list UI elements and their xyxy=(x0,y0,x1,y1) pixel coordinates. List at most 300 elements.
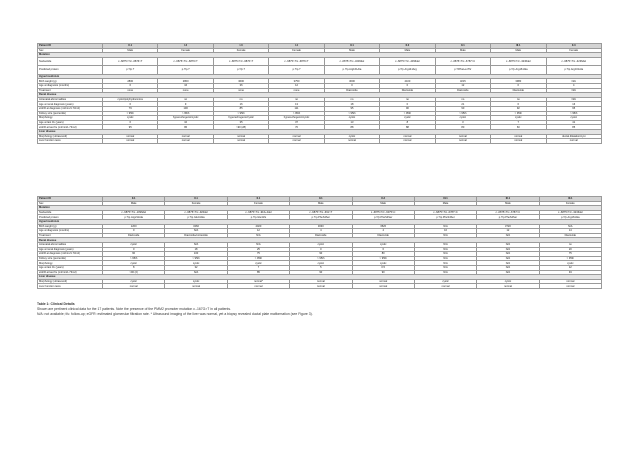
patient-id-cell: III.1 xyxy=(414,197,476,202)
table-cell: 88 xyxy=(324,125,379,130)
table-cell: Female xyxy=(539,201,601,206)
patient-id-cell: II.1 xyxy=(324,44,379,49)
table-cell: 88 xyxy=(380,125,435,130)
table-cell: 9 xyxy=(158,102,213,107)
table-cell: Diazoxide/octreotide xyxy=(165,233,227,238)
table-cell: normal xyxy=(380,134,435,139)
row-label: Kidney size (percentile) xyxy=(38,256,103,261)
table-cell: c.-6875>T/c.-6787>C xyxy=(414,210,476,215)
table-cell: cystic xyxy=(539,261,601,266)
row-label: Antenatal abnormalities xyxy=(38,242,103,247)
table-cell: c.-6875>T/c.-6876>T xyxy=(103,57,158,66)
table-cell: 95 xyxy=(546,106,602,111)
table-cell: hyperechogenic/cystic xyxy=(158,116,213,121)
row-label: Kidney size (percentile) xyxy=(38,111,103,116)
table-cell: 90 xyxy=(290,252,352,257)
table-cell: Diazoxide xyxy=(539,233,601,238)
row-label: Age at renal diagnosis (years) xyxy=(38,102,103,107)
patient-id-cell: I.4 xyxy=(269,44,324,49)
table-row xyxy=(38,66,602,75)
table-cell: > 95th xyxy=(269,111,324,116)
table-cell: 36 xyxy=(213,83,268,88)
table-cell: none xyxy=(103,88,158,93)
table-cell: 6 xyxy=(491,102,546,107)
table-cell: 70 xyxy=(269,125,324,130)
table-cell: cystic xyxy=(324,134,379,139)
table-cell: normal xyxy=(352,284,414,289)
table-cell: Male xyxy=(491,48,546,53)
table-cell: 16 xyxy=(414,229,476,234)
row-label: Liver function tests xyxy=(38,284,103,289)
table-cell: p.?/p.Arg141Arg xyxy=(380,66,435,75)
row-label: eGFR at diagnosis (ml/min/1.73m2) xyxy=(38,252,103,257)
table-cell: Female xyxy=(213,48,268,53)
table-cell: 3980 xyxy=(491,79,546,84)
row-label: Morphology (ultrasound) xyxy=(38,134,103,139)
table-cell: Male xyxy=(380,48,435,53)
table-cell: 80 xyxy=(352,252,414,257)
row-label: Birth weight (g) xyxy=(38,224,103,229)
table-cell: cystic xyxy=(491,116,546,121)
table-cell: 3000 xyxy=(324,79,379,84)
table-cell: Male xyxy=(477,201,539,206)
table-cell: normal xyxy=(158,134,213,139)
header-label: Patient ID xyxy=(38,197,103,202)
table-cell: normal xyxy=(213,134,268,139)
table-cell: N/A xyxy=(414,256,476,261)
table-cell: 10 xyxy=(158,120,213,125)
table-cell: 41 xyxy=(546,120,602,125)
table-cell: no xyxy=(539,242,601,247)
table-cell: 75 xyxy=(227,252,289,257)
table-cell: c.-6875>T/c.-6876>T xyxy=(158,57,213,66)
table-cell: p.?/p.PheS4Ser xyxy=(352,215,414,220)
table-cell: normal xyxy=(414,284,476,289)
table-cell: > 95th xyxy=(213,111,268,116)
table-cell: Female xyxy=(165,201,227,206)
patient-id-cell: I.2 xyxy=(158,44,213,49)
table-cell: 4 xyxy=(352,229,414,234)
table-cell: 12 xyxy=(269,83,324,88)
section-label: Renal disease xyxy=(38,238,602,243)
table-cell: N/A xyxy=(477,247,539,252)
table-cell: no xyxy=(269,97,324,102)
row-label: Predicted protein xyxy=(38,66,103,75)
table-cell: Male xyxy=(435,48,490,53)
header-label: Patient ID xyxy=(38,44,103,49)
table-cell: no xyxy=(435,97,490,102)
table-cell: no xyxy=(380,97,435,102)
table-cell: normal xyxy=(269,134,324,139)
patient-id-cell: III.1 xyxy=(539,197,601,202)
table-cell: c.-6875>T/c.-920del xyxy=(165,210,227,215)
table-cell: 0 xyxy=(290,247,352,252)
table-cell: > 95th xyxy=(165,256,227,261)
table-cell: N/A xyxy=(539,224,601,229)
patient-id-cell: II.1 xyxy=(103,44,158,49)
table-cell: normal xyxy=(324,139,379,144)
table-cell: Male xyxy=(103,48,158,53)
table-cell: 14 xyxy=(539,229,601,234)
patient-id-cell: II.1 xyxy=(290,197,352,202)
row-label: Sex xyxy=(38,201,103,206)
table-cell: 3600 xyxy=(213,79,268,84)
table-cell: c.-6875>T/c.-6876>T xyxy=(213,57,268,66)
table-cell: > 95th xyxy=(435,111,490,116)
table-cell: 3720 xyxy=(477,224,539,229)
table-cell: c.-6875>T/c.-4396del xyxy=(380,57,435,66)
table-cell: cystic xyxy=(103,261,165,266)
row-label: Nucleotide xyxy=(38,210,103,215)
table-cell: cystic xyxy=(477,279,539,284)
table-cell: 60 xyxy=(103,252,165,257)
table-cell: c.-6875>T/c.-6787>C xyxy=(477,210,539,215)
table-cell: p.?/p.Arg161Ala xyxy=(491,66,546,75)
table-cell: Diazoxide xyxy=(491,88,546,93)
patient-id-cell: II.2 xyxy=(380,44,435,49)
patient-id-cell: II.1 xyxy=(227,197,289,202)
table-cell: hyperechogenic/cystic xyxy=(213,116,268,121)
table-cell: N/A xyxy=(165,242,227,247)
table-cell: c.-6875>T/c.-1096del xyxy=(103,210,165,215)
table-cell: > 95th xyxy=(324,111,379,116)
table-cell: 95 xyxy=(324,106,379,111)
table-cell: N/A xyxy=(414,261,476,266)
table-cell: 7 xyxy=(491,120,546,125)
table-cell: c.-6875>T/c.-3236del xyxy=(491,57,546,66)
table-cell: no xyxy=(324,97,379,102)
clinical-table-1 xyxy=(37,43,602,144)
table-cell: N/A xyxy=(227,242,289,247)
table-cell: 8 xyxy=(103,265,165,270)
table-cell: 5 xyxy=(290,265,352,270)
table-cell: p.?/p.? xyxy=(158,66,213,75)
row-label: Age at renal diagnosis (years) xyxy=(38,247,103,252)
table-cell: cystic xyxy=(165,261,227,266)
table-cell: Diazoxide xyxy=(352,233,414,238)
table-cell: 4 xyxy=(546,83,602,88)
table-cell: cystic xyxy=(352,242,414,247)
table-cell: 6 xyxy=(103,102,158,107)
table-cell: normal xyxy=(539,279,601,284)
table-cell: 18 xyxy=(165,247,227,252)
table-cell: 6 xyxy=(103,83,158,88)
table-cell: cystic xyxy=(435,116,490,121)
row-label: Age at diagnosis (months) xyxy=(38,229,103,234)
table-cell: cystic xyxy=(290,261,352,266)
section-label: Mutation xyxy=(38,53,602,58)
table-cell: 86 xyxy=(158,125,213,130)
table-cell: p.?/p.Arg161Ala xyxy=(324,66,379,75)
table-cell: cystic xyxy=(165,279,227,284)
table-cell: p.?/p.Arg161Ala xyxy=(539,215,601,220)
table-cell: Female xyxy=(546,48,602,53)
table-cell: no xyxy=(491,97,546,102)
table-cell: Female xyxy=(269,48,324,53)
table-cell: 3750 xyxy=(269,79,324,84)
table-cell: c.-6875>T/c.-3236del xyxy=(546,57,602,66)
table-cell: 90 xyxy=(435,106,490,111)
table-cell: 92 xyxy=(491,106,546,111)
table-cell: normal xyxy=(435,134,490,139)
row-label: Birth weight (g) xyxy=(38,79,103,84)
table-cell: > 95th xyxy=(103,256,165,261)
table-cell: normal xyxy=(491,134,546,139)
table-cell: N/A xyxy=(477,233,539,238)
table-cell: Female xyxy=(158,48,213,53)
table-cell: 12 xyxy=(477,229,539,234)
row-label: Age at last f/u (years) xyxy=(38,120,103,125)
table-cell: > 95th xyxy=(539,256,601,261)
row-label: Morphology xyxy=(38,261,103,266)
table-caption xyxy=(37,302,597,317)
section-label: Hyperinsulinism xyxy=(38,219,602,224)
table-cell: 60 xyxy=(491,125,546,130)
table-cell: 35 xyxy=(213,120,268,125)
table-cell: none xyxy=(213,88,268,93)
section-label: Hyperinsulinism xyxy=(38,74,602,79)
table-cell: normal xyxy=(477,284,539,289)
table-cell: N/A xyxy=(414,242,476,247)
table-cell: hyperechogenic/cystic xyxy=(269,116,324,121)
table-row xyxy=(38,139,602,144)
table-cell: p.?/p.Glu41Ala xyxy=(165,215,227,220)
table-cell: 8 xyxy=(380,120,435,125)
row-label: Age at last f/u (years) xyxy=(38,265,103,270)
table-cell: c.-6875>T/c.-916+4del xyxy=(227,210,289,215)
table-cell: Female xyxy=(227,201,289,206)
table-cell: 85 xyxy=(546,125,602,130)
table-cell: normal xyxy=(352,279,414,284)
table-cell: N/A xyxy=(414,233,476,238)
row-label: Sex xyxy=(38,48,103,53)
table-cell: N/A xyxy=(477,270,539,275)
row-label: Morphology xyxy=(38,116,103,121)
table-cell: c.-6875>T/c.-6787>C xyxy=(435,57,490,66)
table-cell: cystic xyxy=(290,242,352,247)
table-cell: cystic xyxy=(546,116,602,121)
table-cell: c.-6875>T/c.-3236del xyxy=(539,210,601,215)
table-cell: 20 xyxy=(539,247,601,252)
patient-id-cell: III.1 xyxy=(491,44,546,49)
table-cell: Diazoxide xyxy=(103,233,165,238)
table-cell: N/A xyxy=(546,88,602,93)
caption-line-2: N/A: not available; f/u: follow-up; eGFR: estimated glomerular filtration rate. * Ultrasound imaging of the liver was normal, yet a biopsy revealed ductal plate malformation (see Figure 3). xyxy=(37,312,313,316)
table-cell: 0 xyxy=(380,102,435,107)
caption-line-1: Shown are pertinent clinical data for the 17 patients. Note the presence of the PMM2 promoter mutation c.-167G>T in all patients. xyxy=(37,307,231,311)
section-label: Renal disease xyxy=(38,93,602,98)
table-cell: N/A xyxy=(165,229,227,234)
row-label: Nucleotide xyxy=(38,57,103,66)
table-cell: N/A xyxy=(477,242,539,247)
clinical-table-2 xyxy=(37,196,602,289)
table-cell: 21 xyxy=(435,102,490,107)
table-cell: N/A xyxy=(165,270,227,275)
table-cell: 100 xyxy=(158,106,213,111)
table-cell: normal xyxy=(213,139,268,144)
table-cell: p.?/p.PheS4Ser xyxy=(290,215,352,220)
table-cell: p.?/PheLeuThr xyxy=(435,66,490,75)
table-cell: 6 xyxy=(352,247,414,252)
table-cell: p.?/p.PheS4Ser xyxy=(477,215,539,220)
table-cell: p.?/p.? xyxy=(213,66,268,75)
table-cell: normal xyxy=(103,134,158,139)
table-cell: Male xyxy=(352,201,414,206)
table-cell: N/A xyxy=(227,233,289,238)
table-cell: N/A xyxy=(546,79,602,84)
table-cell: normal xyxy=(227,284,289,289)
table-cell: > 95th xyxy=(546,111,602,116)
table-cell: normal xyxy=(103,284,165,289)
table-cell: 75 xyxy=(539,252,601,257)
table-cell: Male xyxy=(290,201,352,206)
table-cell: N/A xyxy=(414,265,476,270)
table-cell: normal xyxy=(539,284,601,289)
table-cell: 7 xyxy=(227,265,289,270)
table-cell: Male xyxy=(324,48,379,53)
table-cell: 4020 xyxy=(227,224,289,229)
table-cell: > 95th xyxy=(352,256,414,261)
table-cell: 16 xyxy=(213,102,268,107)
table-cell: 111 xyxy=(269,106,324,111)
table-cell: Diazoxide xyxy=(380,88,435,93)
table-cell: cystic xyxy=(103,242,165,247)
table-cell: 16 xyxy=(158,83,213,88)
table-cell: p.?/p.PheS4Ser xyxy=(414,215,476,220)
table-cell: > 95th xyxy=(158,111,213,116)
table-cell: 0 xyxy=(324,83,379,88)
table-cell: 37 xyxy=(269,120,324,125)
section-label: Liver disease xyxy=(38,275,602,280)
table-cell: none xyxy=(269,88,324,93)
table-cell: 90 xyxy=(290,270,352,275)
table-cell: 0.5 xyxy=(352,265,414,270)
table-cell: cystic xyxy=(103,279,165,284)
table-cell: 3215 xyxy=(435,79,490,84)
table-cell: p.?/p.Arg161Ala xyxy=(546,66,602,75)
table-cell: Diazoxide xyxy=(324,88,379,93)
caption-title: Table 1: Clinical Details xyxy=(37,302,75,306)
table-cell: no xyxy=(213,97,268,102)
table-cell: normal xyxy=(491,139,546,144)
row-label: Liver function tests xyxy=(38,139,103,144)
table-cell: N/A xyxy=(477,261,539,266)
row-label: eGFR at last f/u (ml/min/1.73m2) xyxy=(38,125,103,130)
table-cell: Diazoxide xyxy=(290,233,352,238)
table-cell: 13 xyxy=(269,102,324,107)
table-cell: 18 xyxy=(324,102,379,107)
table-cell: 3520 xyxy=(352,224,414,229)
table-cell: 0 xyxy=(103,229,165,234)
table-cell: Male xyxy=(103,201,165,206)
table-cell: 85 xyxy=(213,106,268,111)
table-cell: > 95th xyxy=(290,256,352,261)
table-cell: p.?/p.? xyxy=(103,66,158,75)
row-label: Age at diagnosis (months) xyxy=(38,83,103,88)
table-cell: N/A xyxy=(414,224,476,229)
table-cell: 79 xyxy=(103,106,158,111)
table-cell: cystic xyxy=(414,279,476,284)
section-label: Mutation xyxy=(38,206,602,211)
table-cell: 1200 xyxy=(103,224,165,229)
row-label: eGFR at diagnosis (ml/min/1.73m2) xyxy=(38,106,103,111)
table-cell: p.?/p.? xyxy=(269,66,324,75)
table-cell: 0 xyxy=(491,83,546,88)
patient-id-cell: II.3 xyxy=(546,44,602,49)
table-cell: normal xyxy=(165,284,227,289)
table-cell: N/A xyxy=(477,265,539,270)
patient-id-cell: II.1 xyxy=(165,197,227,202)
table-cell: 4 xyxy=(290,229,352,234)
row-label: Morphology (ultrasound) xyxy=(38,279,103,284)
table-cell: normal xyxy=(290,279,352,284)
table-cell: Diazoxide xyxy=(435,88,490,93)
row-label: Treatment xyxy=(38,233,103,238)
table-cell: cystic xyxy=(324,116,379,121)
section-label: Liver disease xyxy=(38,129,602,134)
table-row xyxy=(38,57,602,66)
table-cell: cystic xyxy=(352,261,414,266)
table-cell: p.?/p.Glu41fs xyxy=(227,215,289,220)
table-cell: 12 xyxy=(539,265,601,270)
table-cell: no xyxy=(158,97,213,102)
patient-id-cell: II.1 xyxy=(435,44,490,49)
table-cell: Male xyxy=(414,201,476,206)
table-cell: N/A xyxy=(414,252,476,257)
table-cell: > 95th xyxy=(491,111,546,116)
table-cell: 3260 xyxy=(165,224,227,229)
table-cell: 94 xyxy=(539,270,601,275)
table-cell: c.-6875>T/c.-6075>C xyxy=(352,210,414,215)
table-cell: > 95th xyxy=(380,111,435,116)
table-cell: N/A xyxy=(477,252,539,257)
table-cell: 32 xyxy=(165,265,227,270)
table-cell: normal xyxy=(290,284,352,289)
row-label: Treatment xyxy=(38,88,103,93)
table-cell: ductal dilatation/cyst xyxy=(546,134,602,139)
table-cell: N/A xyxy=(414,247,476,252)
row-label: Predicted protein xyxy=(38,215,103,220)
table-cell: >90 (2) xyxy=(103,270,165,275)
patient-id-cell: I.3 xyxy=(213,44,268,49)
table-cell: c.-6875>T/c.-3236del xyxy=(324,57,379,66)
table-cell: 12 xyxy=(435,83,490,88)
table-cell: normal xyxy=(546,139,602,144)
table-cell: >90 (28) xyxy=(213,125,268,130)
patient-id-cell: II.3 xyxy=(352,197,414,202)
table-cell: normal xyxy=(435,139,490,144)
table-cell: cystic xyxy=(227,261,289,266)
row-label: eGFR at last f/u (ml/min/1.73m2) xyxy=(38,270,103,275)
table-cell: 13 xyxy=(324,120,379,125)
table-cell: normal xyxy=(269,139,324,144)
table-cell: 4100 xyxy=(380,79,435,84)
table-cell: cystic xyxy=(380,116,435,121)
table-cell: 25 xyxy=(227,247,289,252)
table-cell: 95 xyxy=(103,125,158,130)
table-cell: 90 xyxy=(380,106,435,111)
table-cell: c.-6875>T/c.-691>T xyxy=(290,210,352,215)
table-cell: 6 xyxy=(103,120,158,125)
table-cell: cystic/polyhydramnios xyxy=(103,97,158,102)
table-cell: 2800 xyxy=(158,79,213,84)
table-cell: > 95th xyxy=(227,256,289,261)
table-cell: cystic xyxy=(103,116,158,121)
table-cell: 12 xyxy=(227,229,289,234)
table-cell: 85 xyxy=(227,270,289,275)
table-cell: > 95th xyxy=(103,111,158,116)
patient-id-cell: II.1 xyxy=(103,197,165,202)
